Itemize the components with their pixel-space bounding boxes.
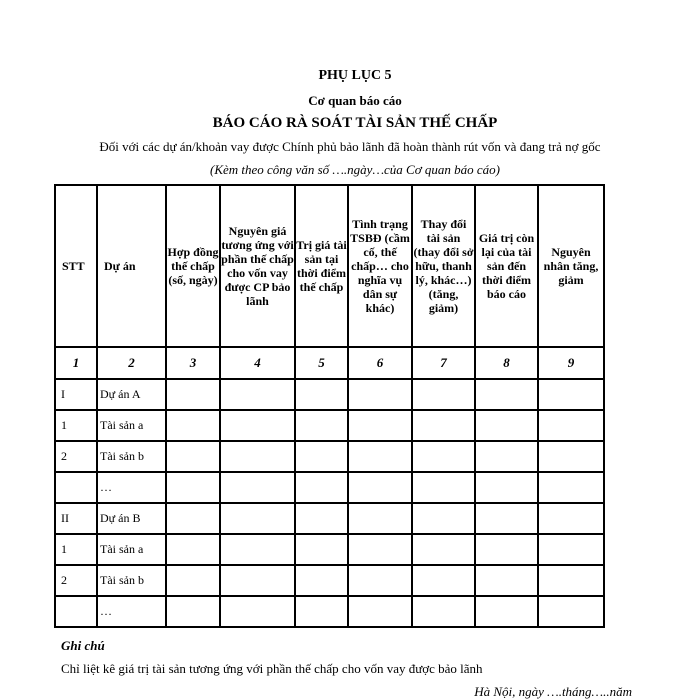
table-cell [412,472,475,503]
table-cell [166,410,220,441]
column-header: Hợp đồng thế chấp (số, ngày) [166,185,220,347]
table-cell [295,534,348,565]
table-cell [348,472,412,503]
row-stt: I [55,379,97,410]
table-cell [538,472,604,503]
row-stt [55,472,97,503]
table-cell [166,472,220,503]
table-cell [348,410,412,441]
table-cell [475,472,538,503]
table-cell [475,379,538,410]
table-cell [412,534,475,565]
table-row [55,596,604,627]
table-cell [166,379,220,410]
asset-review-table [54,184,605,628]
table-cell [295,565,348,596]
row-name: Tài sản a [97,410,166,441]
table-row [55,534,604,565]
appendix-label: PHỤ LỤC 5 [318,68,392,83]
column-header: Nguyên nhân tăng, giảm [538,185,604,347]
table-cell [166,503,220,534]
table-cell [538,596,604,627]
table-cell [348,596,412,627]
table-cell [412,379,475,410]
place-date-line: Hà Nội, ngày ….tháng…..năm [474,684,632,699]
table-cell [220,441,295,472]
row-name: Dự án B [97,503,166,534]
row-stt: 2 [55,565,97,596]
table-cell [295,503,348,534]
table-cell [412,503,475,534]
table-cell [166,441,220,472]
table-cell [348,534,412,565]
table-cell [166,534,220,565]
row-stt: 2 [55,441,97,472]
row-name: Dự án A [97,379,166,410]
table-cell [348,441,412,472]
table-cell [295,441,348,472]
table-cell [538,410,604,441]
table-row [55,565,604,596]
table-cell [475,441,538,472]
table-row [55,472,604,503]
table-cell [220,596,295,627]
column-header: Thay đổi tài sản (thay đổi sở hữu, thanh lý, khác…) (tăng, giảm) [412,185,475,347]
report-title: BÁO CÁO RÀ SOÁT TÀI SẢN THẾ CHẤP [212,115,498,131]
column-number: 6 [348,347,412,379]
column-number: 4 [220,347,295,379]
table-cell [538,503,604,534]
table-row [55,503,604,534]
table-cell [220,565,295,596]
table-header-row [55,185,604,347]
row-name: Tài sản b [97,441,166,472]
report-scope: Đối với các dự án/khoản vay được Chính phủ bảo lãnh đã hoàn thành rút vốn và đang trả nợ gốc [99,139,601,154]
row-name: … [97,472,166,503]
row-stt: 1 [55,410,97,441]
table-cell [475,534,538,565]
row-stt: II [55,503,97,534]
column-number: 3 [166,347,220,379]
row-name: Tài sản b [97,565,166,596]
column-header: STT [55,185,97,347]
table-row [55,441,604,472]
column-number-row [55,347,604,379]
note-text: Chỉ liệt kê giá trị tài sản tương ứng với phần thế chấp cho vốn vay được bảo lãnh [61,661,483,676]
table-cell [475,596,538,627]
table-cell [220,379,295,410]
row-name: Tài sản a [97,534,166,565]
table-cell [538,565,604,596]
column-header: Dự án [97,185,166,347]
row-stt: 1 [55,534,97,565]
table-cell [166,596,220,627]
note-label: Ghi chú [61,638,105,653]
table-cell [348,565,412,596]
table-cell [220,503,295,534]
table-cell [538,379,604,410]
table-cell [348,503,412,534]
table-cell [412,565,475,596]
column-number: 1 [55,347,97,379]
table-cell [295,472,348,503]
attachment-note: (Kèm theo công văn số ….ngày…của Cơ quan báo cáo) [209,162,500,177]
table-row [55,410,604,441]
column-number: 8 [475,347,538,379]
reporting-agency: Cơ quan báo cáo [308,93,402,108]
table-cell [166,565,220,596]
table-cell [295,410,348,441]
column-number: 2 [97,347,166,379]
row-name: … [97,596,166,627]
table-cell [412,441,475,472]
row-stt [55,596,97,627]
column-number: 7 [412,347,475,379]
table-cell [412,410,475,441]
table-cell [348,379,412,410]
table-cell [475,565,538,596]
table-cell [475,503,538,534]
table-cell [538,534,604,565]
table-cell [538,441,604,472]
table-cell [220,410,295,441]
table-cell [475,410,538,441]
column-header: Trị giá tài sản tại thời điểm thế chấp [295,185,348,347]
table-cell [220,472,295,503]
table-row [55,379,604,410]
table-cell [295,596,348,627]
column-header: Giá trị còn lại của tài sản đến thời điểm báo cáo [475,185,538,347]
column-number: 5 [295,347,348,379]
column-number: 9 [538,347,604,379]
table-cell [295,379,348,410]
column-header: Nguyên giá tương ứng với phần thế chấp cho vốn vay được CP bảo lãnh [220,185,295,347]
table-cell [220,534,295,565]
column-header: Tình trạng TSBĐ (cầm cố, thế chấp… cho nghĩa vụ dân sự khác) [348,185,412,347]
table-cell [412,596,475,627]
